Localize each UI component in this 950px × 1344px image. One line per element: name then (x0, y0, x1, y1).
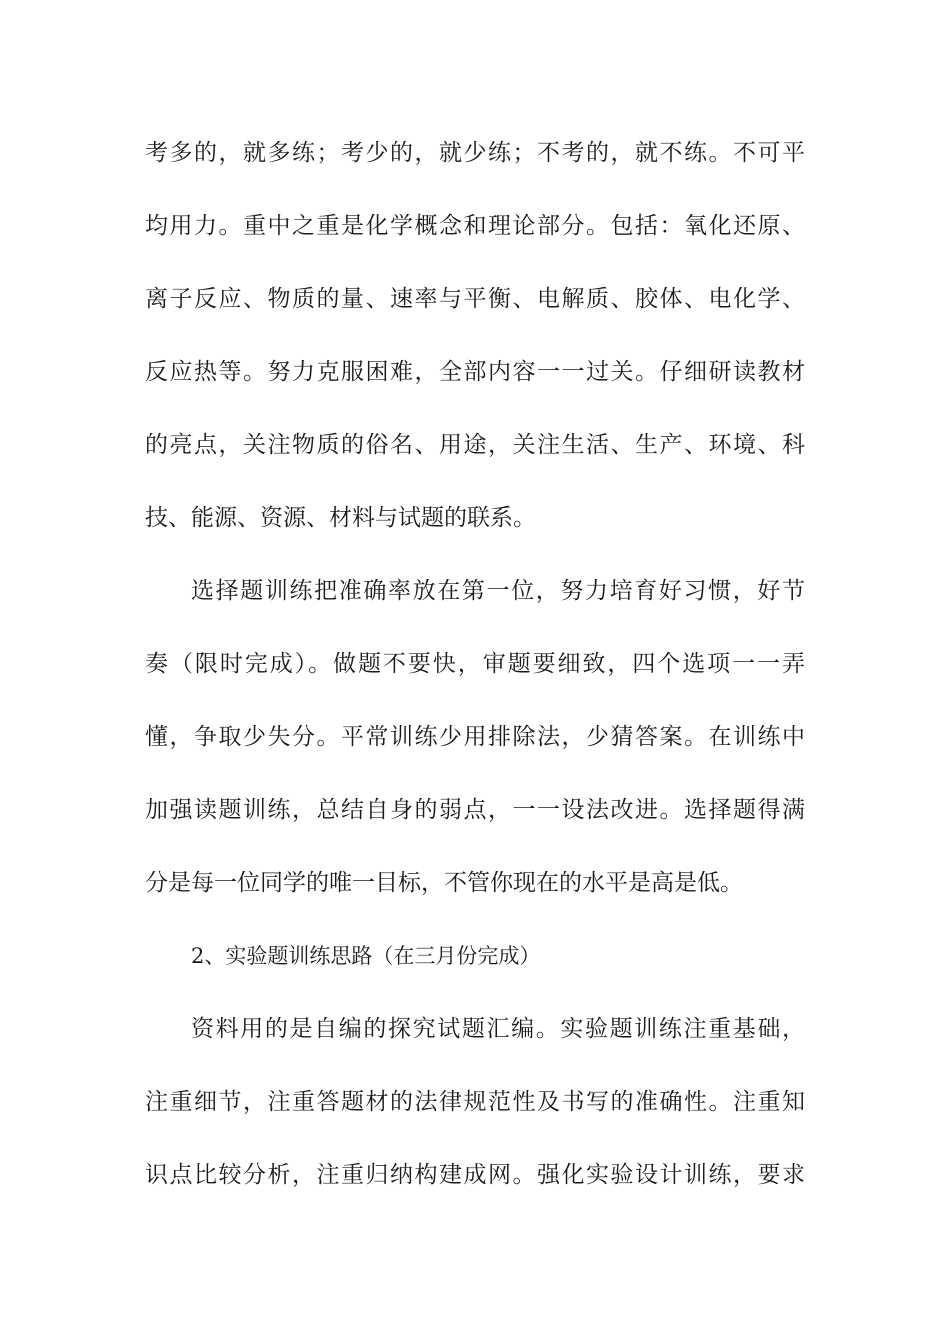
paragraph-3 (145, 1006, 805, 1225)
paragraph-line: 资料用的是自编的探究试题汇编。实验题训练注重基础， (191, 1016, 805, 1042)
paragraph-line: 注重细节，注重答题材的法律规范性及书写的准确性。注重知 (145, 1089, 805, 1115)
paragraph-line: 反应热等。努力克服困难，全部内容一一过关。仔细研读教材 (145, 359, 805, 385)
paragraph-line: 考多的，就多练；考少的，就少练；不考的，就不练。不可平 (145, 140, 805, 166)
paragraph-line: 技、能源、资源、材料与试题的联系。 (145, 505, 536, 531)
paragraph-line: 加强读题训练，总结自身的弱点，一一设法改进。选择题得满 (145, 797, 805, 823)
paragraph-2 (145, 568, 805, 933)
paragraph-line: 奏（限时完成）。做题不要快，审题要细致，四个选项一一弄 (145, 651, 805, 677)
paragraph-line: 识点比较分析，注重归纳构建成网。强化实验设计训练，要求 (145, 1162, 805, 1188)
paragraph-line: 离子反应、物质的量、速率与平衡、电解质、胶体、电化学、 (145, 286, 805, 312)
section-heading: 2、实验题训练思路（在三月份完成） (191, 944, 541, 968)
paragraph-line: 选择题训练把准确率放在第一位，努力培育好习惯，好节 (191, 578, 805, 604)
paragraph-line: 均用力。重中之重是化学概念和理论部分。包括：氧化还原、 (145, 213, 805, 239)
paragraph-1 (145, 130, 805, 568)
paragraph-line: 的亮点，关注物质的俗名、用途，关注生活、生产、环境、科 (145, 432, 805, 458)
document-body (145, 130, 805, 1225)
paragraph-line: 分是每一位同学的唯一目标，不管你现在的水平是高是低。 (145, 870, 743, 896)
paragraph-line: 懂，争取少失分。平常训练少用排除法，少猜答案。在训练中 (145, 724, 805, 750)
